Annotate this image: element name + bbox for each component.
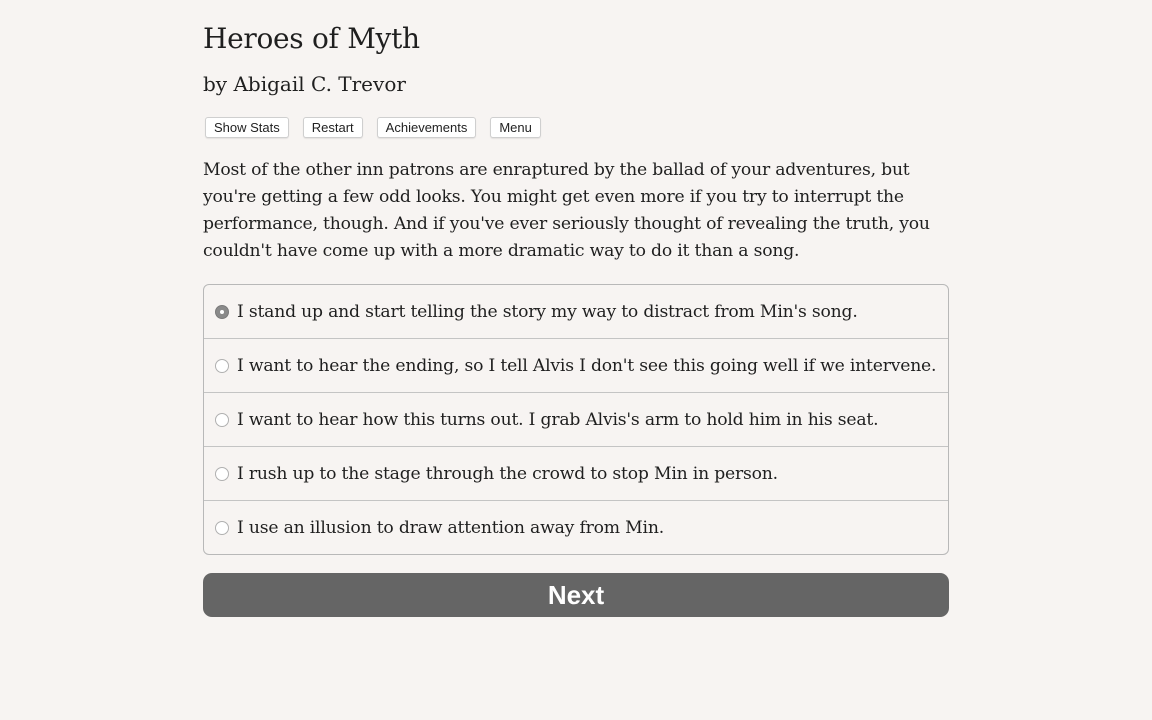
choice-list (203, 284, 949, 555)
choice-option[interactable] (204, 392, 948, 446)
choice-label: I rush up to the stage through the crowd to stop Min in person. (237, 463, 778, 484)
choice-option[interactable] (204, 285, 948, 338)
choice-option[interactable] (204, 500, 948, 554)
choice-option[interactable] (204, 338, 948, 392)
story-text: Most of the other inn patrons are enraptured by the ballad of your adventures, but you're getting a few odd looks. You might get even more if you try to interrupt the performance, though. And if you've ever seriously thought of revealing the truth, you couldn't have come up with a more dramatic way to do it than a song. (203, 160, 930, 261)
choice-label: I want to hear the ending, so I tell Alvis I don't see this going well if we intervene. (237, 355, 937, 376)
next-button[interactable]: Next (203, 573, 949, 617)
radio-button[interactable] (215, 359, 229, 373)
toolbar (205, 117, 541, 138)
radio-button[interactable] (215, 467, 229, 481)
choice-label: I want to hear how this turns out. I grab Alvis's arm to hold him in his seat. (237, 409, 879, 430)
author-byline: by Abigail C. Trevor (203, 72, 406, 96)
choice-label: I stand up and start telling the story my way to distract from Min's song. (237, 301, 858, 322)
choice-option[interactable] (204, 446, 948, 500)
choice-label: I use an illusion to draw attention away from Min. (237, 517, 664, 538)
restart-button[interactable]: Restart (303, 117, 363, 138)
radio-button[interactable] (215, 413, 229, 427)
game-title: Heroes of Myth (203, 22, 420, 55)
radio-button[interactable] (215, 521, 229, 535)
achievements-button[interactable]: Achievements (377, 117, 477, 138)
show-stats-button[interactable]: Show Stats (205, 117, 289, 138)
radio-button-selected[interactable] (215, 305, 229, 319)
menu-button[interactable]: Menu (490, 117, 541, 138)
